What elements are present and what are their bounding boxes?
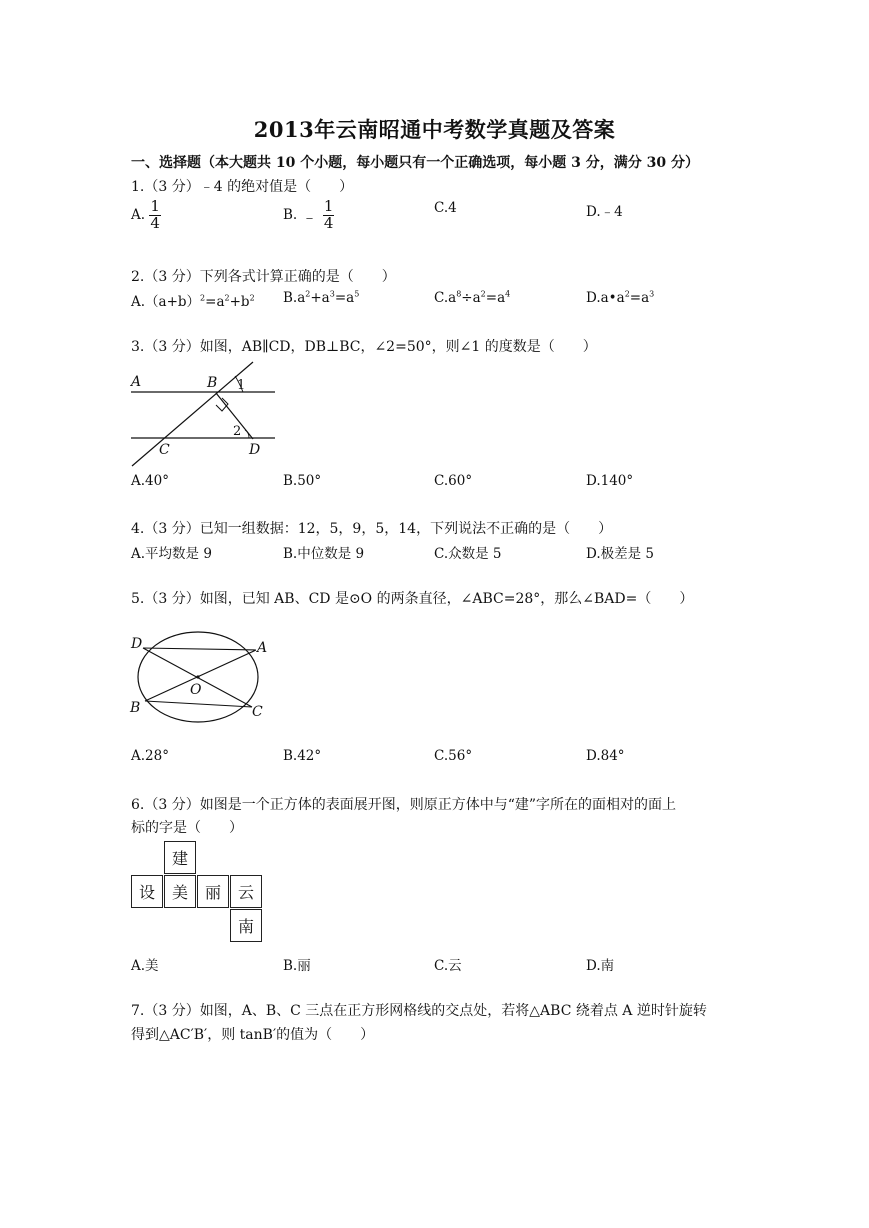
question-5-stem: 5.（3 分）如图，已知 AB、CD 是⊙O 的两条直径，∠ABC=28°，那么∠BAD=（ ） [131,591,694,607]
q2-option-b: $B.a^2+a^3=a^5$ [283,289,360,306]
q1-option-a [131,199,161,232]
label-b: B [130,700,141,716]
q6-cube-net [131,841,266,944]
chord-bc [145,701,252,707]
question-3-stem: 3.（3 分）如图，AB∥CD，DB⊥BC，∠2=50°，则∠1 的度数是（ ） [131,339,597,355]
question-7-stem-line-2: 得到△AC′B′，则 tanB′的值为（ ） [131,1027,375,1043]
q5-option-c: C.56° [434,748,473,764]
q1-option-a-denominator: 4 [150,213,160,232]
page-title: 2013年云南昭通中考数学真题及答案 [253,117,616,142]
net-cell-nan: 南 [230,909,262,942]
label-a: A [257,640,268,656]
net-cell-mei: 美 [164,875,196,908]
q4-option-d: D.极差是 5 [586,546,655,562]
q1-option-a-fraction [149,199,161,232]
q3-option-c: C.60° [434,473,473,489]
net-cell-she: 设 [131,875,163,908]
q2-option-a: $A.(a+b)^2=a^2+b^2$ [131,293,255,310]
q5-option-d: D.84° [586,748,625,764]
question-6-stem-line-2: 标的字是（ ） [131,820,243,836]
q1-option-b-numerator: 1 [323,197,334,215]
net-cell-yun: 云 [230,875,262,908]
q1-option-c: C.4 [434,200,457,216]
q6-option-b: B.丽 [283,958,311,974]
label-d: D [131,636,143,652]
center-point [196,675,199,678]
q6-option-c: C.云 [434,958,462,974]
label-angle-2: 2 [233,424,242,439]
q3-option-b: B.50° [283,473,322,489]
question-6-stem-line-1: 6.（3 分）如图是一个正方体的表面展开图，则原正方体中与“建”字所在的面相对的面上 [131,797,677,813]
q1-option-b-sign: ﹣ [301,206,318,226]
q1-option-b-label: B. [283,206,298,223]
q5-circle-figure [125,628,275,728]
q3-parallel-lines-figure [125,360,285,470]
q1-option-d: D.﹣4 [586,204,623,220]
label-b: B [207,375,218,391]
question-7-stem-line-1: 7.（3 分）如图，A、B、C 三点在正方形网格线的交点处，若将△ABC 绕着点 A 逆时针旋转 [131,1003,707,1019]
angle-2-arc [245,430,249,438]
net-cell-li: 丽 [197,875,229,908]
question-4-stem: 4.（3 分）已知一组数据：12，5，9，5，14，下列说法不正确的是（ ） [131,521,613,537]
q5-option-b: B.42° [283,748,322,764]
q5-option-a: A.28° [131,748,169,764]
q2-option-d: $D.a•a^2=a^3$ [586,289,655,306]
q4-option-b: B.中位数是 9 [283,546,365,562]
chord-da [143,648,256,650]
q6-option-d: D.南 [586,958,615,974]
section-heading: 一、选择题（本大题共 10 个小题，每小题只有一个正确选项，每小题 3 分，满分 30 分） [131,155,699,171]
q3-option-a: A.40° [131,473,169,489]
q6-option-a: A.美 [131,958,159,974]
label-c: C [159,442,170,458]
net-cell-jian: 建 [164,841,196,874]
label-d: D [249,442,261,458]
label-o: O [190,682,202,698]
q4-option-c: C.众数是 5 [434,546,502,562]
q3-option-d: D.140° [586,473,634,489]
q1-option-a-numerator: 1 [150,197,160,215]
question-1-stem: 1.（3 分）﹣4 的绝对值是（ ） [131,179,354,195]
q1-option-a-label: A. [131,206,146,223]
label-c: C [252,704,263,720]
label-angle-1: 1 [237,378,246,393]
line-bc-transversal [132,362,253,466]
q1-option-b-denominator: 4 [323,213,334,232]
label-a: A [131,374,142,390]
q1-option-b [283,199,334,232]
question-2-stem: 2.（3 分）下列各式计算正确的是（ ） [131,269,396,285]
q1-option-b-fraction [323,199,335,232]
q4-option-a: A.平均数是 9 [131,546,212,562]
q2-option-c: $C.a^8\div a^2=a^4$ [434,289,511,306]
